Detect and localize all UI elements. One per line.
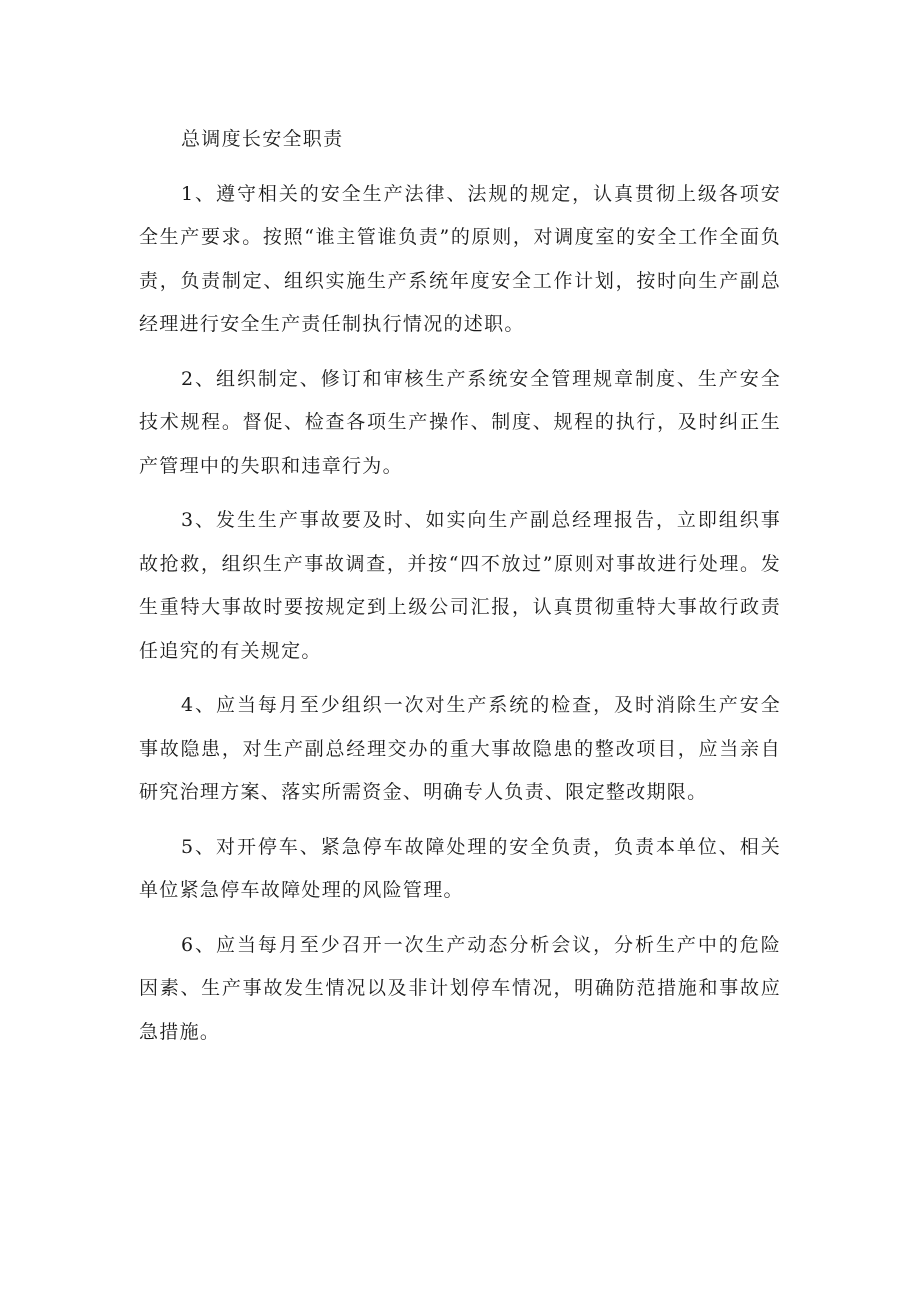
paragraph-1: 1、遵守相关的安全生产法律、法规的规定，认真贯彻上级各项安全生产要求。按照“谁主管谁负责”的原则，对调度室的安全工作全面负责，负责制定、组织实施生产系统年度安全工作计划，按时向生产副总经理进行安全生产责任制执行情况的述职。 <box>139 182 781 335</box>
paragraph-5: 5、对开停车、紧急停车故障处理的安全负责，负责本单位、相关单位紧急停车故障处理的风险管理。 <box>139 835 781 901</box>
paragraph-3: 3、发生生产事故要及时、如实向生产副总经理报告，立即组织事故抢救，组织生产事故调查，并按“四不放过”原则对事故进行处理。发生重特大事故时要按规定到上级公司汇报，认真贯彻重特大事故行政责任追究的有关规定。 <box>139 509 781 662</box>
document-body <box>139 118 781 1065</box>
paragraph-4: 4、应当每月至少组织一次对生产系统的检查，及时消除生产安全事故隐患，对生产副总经理交办的重大事故隐患的整改项目，应当亲自研究治理方案、落实所需资金、明确专人负责、限定整改期限。 <box>139 694 781 803</box>
paragraph-2: 2、组织制定、修订和审核生产系统安全管理规章制度、生产安全技术规程。督促、检查各项生产操作、制度、规程的执行，及时纠正生产管理中的失职和违章行为。 <box>139 367 781 477</box>
paragraph-6: 6、应当每月至少召开一次生产动态分析会议，分析生产中的危险因素、生产事故发生情况以及非计划停车情况，明确防范措施和事故应急措施。 <box>139 933 781 1043</box>
document-title: 总调度长安全职责 <box>181 128 344 150</box>
